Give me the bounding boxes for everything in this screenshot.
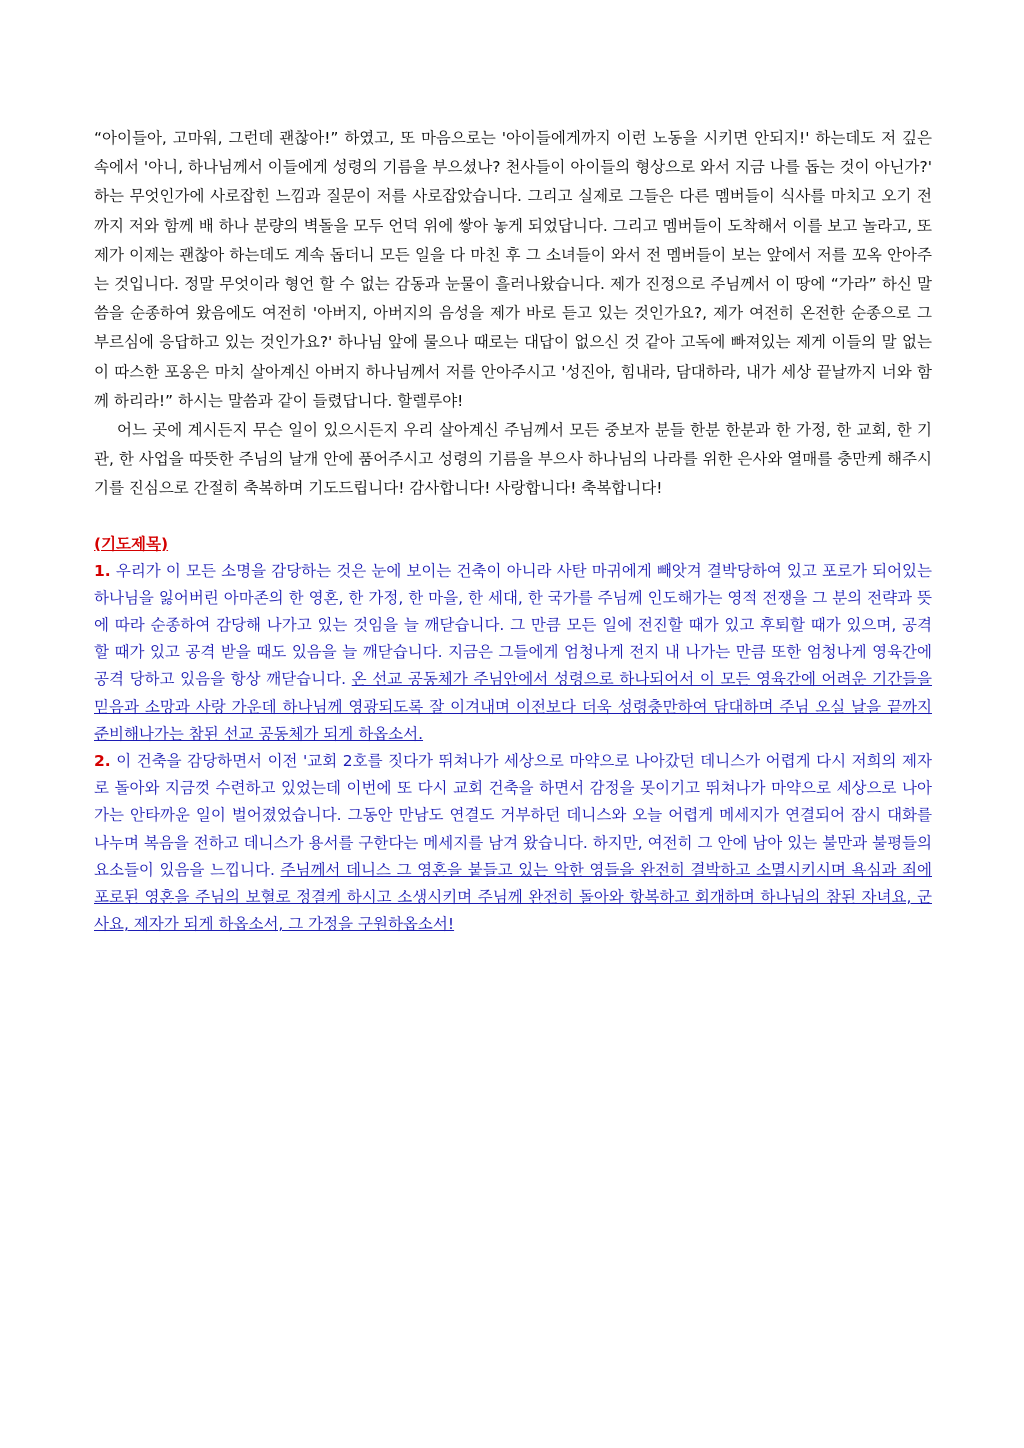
body-paragraph-1: “아이들아, 고마워, 그런데 괜찮아!” 하였고, 또 마음으로는 '아이들에게까지 이런 노동을 시키면 안되지!' 하는데도 저 깊은 속에서 '아니, 하나님께서 이들에게 성령의 기름을 부으셨나? 천사들이 아이들의 형상으로 와서 지금 나를 돕는 것이 아닌가?' 하는 무엇인가에 사로잡힌 느낌과 질문이 저를 사로잡았습니다. 그리고 실제로 그들은 다른 멤버들이 식사를 마치고 오기 전까지 저와 함께 배 하나 분량의 벽돌을 모두 언덕 위에 쌓아 놓게 되었답니다. 그리고 멤버들이 도착해서 이를 보고 놀라고, 또 제가 이제는 괜찮아 하는데도 계속 돕더니 모든 일을 다 마친 후 그 소녀들이 와서 전 멤버들이 보는 앞에서 저를 꼬옥 안아주는 것입니다. 정말 무엇이라 형언 할 수 없는 감동과 눈물이 흘러나왔습니다. 제가 진정으로 주님께서 이 땅에 “가라” 하신 말씀을 순종하여 왔음에도 여전히 '아버지, 아버지의 음성을 제가 바로 듣고 있는 것인가요?, 제가 여전히 온전한 순종으로 그 부르심에 응답하고 있는 것인가요?' 하나님 앞에 물으나 때로는 대답이 없으신 것 같아 고독에 빠져있는 제게 이들의 말 없는 이 따스한 포옹은 마치 살아계신 아버지 하나님께서 저를 안아주시고 '성진아, 힘내라, 담대하라, 내가 세상 끝날까지 너와 함께 하리라!” 하시는 말씀과 같이 들렸답니다. 할렐루야! <box>94 129 932 410</box>
prayer-item-request: 온 선교 공동체가 주님안에서 성령으로 하나되어서 이 모든 영육간에 어려운 기간들을 믿음과 소망과 사랑 가운데 하나님께 영광되도록 잘 이겨내며 이전보다 더욱 성령충만하여 담대하며 주님 오실 날을 끝까지 준비해나가는 참된 선교 공동체가 되게 하옵소서. <box>94 670 932 743</box>
prayer-item-request: 주님께서 데니스 그 영혼을 붙들고 있는 악한 영들을 완전히 결박하고 소멸시키시며 욕심과 죄에 포로된 영혼을 주님의 보혈로 정결케 하시고 소생시키며 주님께 완전히 돌아와 항복하고 회개하며 하나님의 참된 자녀요, 군사요, 제자가 되게 하옵소서, 그 가정을 구원하옵소서! <box>94 860 932 934</box>
prayer-section-title: (기도제목) <box>94 534 169 553</box>
document-page <box>94 124 932 938</box>
prayer-item-number: 2. <box>94 752 111 771</box>
prayer-item-text: 이 건축을 감당하면서 이전 '교회 2호를 짓다가 뛰쳐나가 세상으로 마약으로 나아갔던 데니스가 어렵게 다시 저희의 제자로 돌아와 지금껏 수련하고 있었는데 이번에 또 다시 교회 건축을 하면서 감정을 못이기고 뛰쳐나가 마약으로 세상으로 나아가는 안타까운 일이 벌어졌었습니다. 그동안 만남도 연결도 거부하던 데니스와 오늘 어렵게 메세지가 연결되어 잠시 대화를 나누며 복음을 전하고 데니스가 용서를 구한다는 메세지를 남겨 왔습니다. 하지만, 여전히 그 안에 남아 있는 불만과 불평들의 요소들이 있음을 느낍니다. <box>94 752 932 879</box>
prayer-item-number: 1. <box>94 561 111 580</box>
prayer-item-text: 우리가 이 모든 소명을 감당하는 것은 눈에 보이는 건축이 아니라 사탄 마귀에게 빼앗겨 결박당하여 있고 포로가 되어있는 하나님을 잃어버린 아마존의 한 영혼, 한 가정, 한 마을, 한 세대, 한 국가를 주님께 인도해가는 영적 전쟁을 그 분의 전략과 뜻에 따라 순종하여 감당해 나가고 있는 것임을 늘 깨닫습니다. 그 만큼 모든 일에 전진할 때가 있고 후퇴할 때가 있으며, 공격 할 때가 있고 공격 받을 때도 있음을 늘 깨닫습니다. 지금은 그들에게 엄청나게 전지 내 나가는 만큼 또한 엄청나게 영육간에 공격 당하고 있음을 항상 깨닫습니다. <box>94 561 932 689</box>
prayer-item-2 <box>94 748 932 938</box>
prayer-item-1 <box>94 558 932 748</box>
body-paragraph-2: 어느 곳에 계시든지 무슨 일이 있으시든지 우리 살아계신 주님께서 모든 중보자 분들 한분 한분과 한 가정, 한 교회, 한 기관, 한 사업을 따뜻한 주님의 날개 안에 품어주시고 성령의 기름을 부으사 하나님의 나라를 위한 은사와 열매를 충만케 해주시기를 진심으로 간절히 축복하며 기도드립니다! 감사합니다! 사랑합니다! 축복합니다! <box>94 421 932 498</box>
